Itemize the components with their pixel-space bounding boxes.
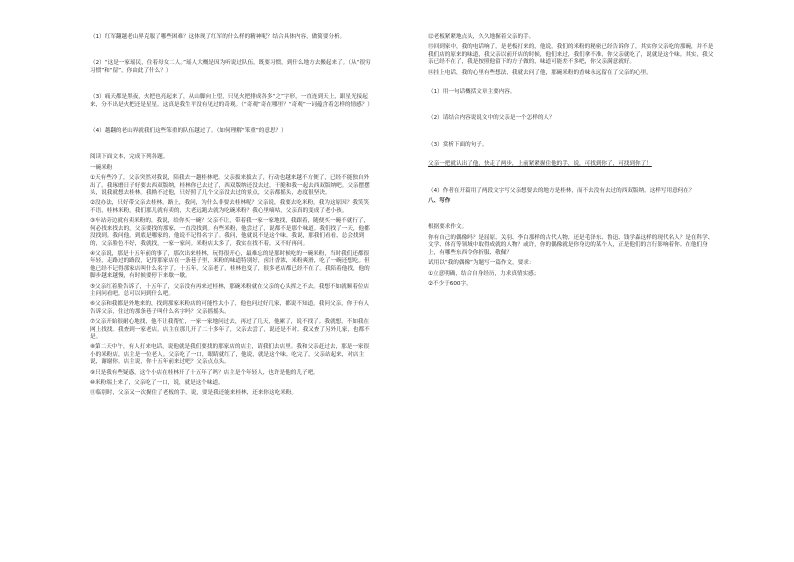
writing-prompt-body: 你有自己的偶像吗？是屈原、关羽、李白那样的古代人物，还是毛泽东、鲁迅、钱学森这样的现代名人？是在科学、文学、体育等领域中取得成就的人物？或许，你的偶像就是你身边的某个人，正是他们的言行影响着你。在他们身上，有哪些东西令你折服、敬佩？ — [428, 234, 714, 256]
story-paragraph-12: ⑫老板紧紧地点头，久久地握着父亲的手。 — [428, 34, 535, 40]
story-paragraph-13: ⑬回到家中，我的电话响了，是老板打来的，他说，我们的米粉的秘密已经告诉你了，其实你父亲吃的那碗，并不是我们店的原来的味道，我父亲以前开店的时候，他们来过，我们拿不准，你父亲就吃了，说就是这个味。其实，我父亲已经不在了，我是按照他留下的方子做的，味道可能差不多吧，你父亲满意就好。 — [428, 44, 714, 66]
story-title: 一碗米粉 — [90, 164, 113, 171]
reading-question-3: （3）赏析下面的句子。 — [428, 141, 488, 148]
question-4: （4）越翻的老山界就我们这些笨重的队伍越过了。（如何理解“笨重”的意思？） — [90, 128, 287, 135]
writing-prompt-title: 根据要求作文。 — [428, 224, 468, 231]
right-column — [428, 34, 714, 291]
story-paragraph-2: ②没办法，只好带父亲去桂林。路上，我问，为什么非要去桂林呢？父亲说，我要去吃米粉，我为这原因？我笑笑不语，桂林米粉，我们那儿就有卖的，大老远跑去就为吃碗米粉？我心里嘀咕，父亲真的变成了老小孩。 — [90, 200, 370, 214]
writing-requirement-2: ②不少于600字。 — [428, 280, 472, 287]
quoted-sentence: 父亲一把就认出了他，快走了两步，上前紧紧握住他的手，说，可找到你了，可找到你了！ — [428, 161, 652, 168]
reading-question-1: （1）用一句话概括文章主要内容。 — [428, 89, 516, 96]
reading-question-2: （2）请结合内容说说文中的父亲是一个怎样的人？ — [428, 115, 555, 122]
story-paragraph-7: ⑦父亲开始很耐心地找，他不让我帮忙，一家一家地问过去，再过了几天，他累了，说不找了。我就想，不如我在网上找找。我查到一家老店，店主在那儿开了二十多年了，父亲去尝了，说还是不对。我又查了另外几家，也都不是。 — [90, 319, 370, 340]
question-1: （1）红军翻越老山界克服了哪些困难？这体现了红军的什么样的精神呢？结合具体内容，做简要分析。 — [90, 34, 346, 40]
story-paragraph-9: ⑨只是我有些疑惑，这个小店在桂林开了十五年了吗？店主是个年轻人，也许是他的儿子吧。 — [90, 369, 319, 376]
reading-instruction: 阅读下面文本，完成下列各题。 — [90, 154, 169, 161]
story-paragraph-1: ①天有些冷了，父亲突然对我说，陪我去一趟桂林吧。父亲拔来拔去了，行动也越来越不方便了，已经不能独自外出了。我琢磨日子好要去西双版纳，桂林你已去过了，西双版纳还没去过。干脆和我一起去西双版纳吧。父亲摆摆头，说我就想去桂林。我拗不过他，只好照了几个父亲没去过的景点，父亲都摇头，态度很坚决。 — [90, 175, 370, 197]
left-column — [90, 34, 372, 401]
story-paragraph-6: ⑥父亲和我都是外地来的，找到那家米粉店的可能性太小了，他也问过好几家，都说不知道。我问父亲，你于有人告诉父亲，住过的那条巷子叫什么名字吗？父亲摇摇头。 — [90, 301, 370, 315]
story-paragraph-8: ⑧第二天中午，有人打来电话，说他就是我们要找的那家店的店主，请我们去店里。我和父亲赶过去，那是一家很小的米粉店，店主是一位老人。父亲吃了一口，眼睛就红了，他说，就是这个味。吃完了，父亲站起来，对店主说，谢谢你。店主说，你十五年前来过吧？父亲点点头。 — [90, 344, 370, 366]
question-2: （2）“这是一家瑶民，住着母女二人。”瑶人大概是因为听说过队伍，既要习惯，到什么地方去搬起来了。（从“很穷习惯”和“留”，你由此了什么？） — [90, 60, 371, 74]
section-heading-writing: 八、写作 — [428, 198, 451, 205]
writing-task: 试用以“我的偶像”为题写一篇作文，要求： — [428, 260, 535, 267]
question-3: （3）痛天都是黑夜，火把也亮起来了，从山脚向上望，只见火把排成各多“之”字形，一直连到天上，跟星光接起来，分不出是火把还是星星。这真是我生平没有见过的奇观。（“奇观”奇在哪里？“奇观”一词蕴含着怎样的情感？） — [90, 94, 373, 108]
story-paragraph-3: ③车站旁边就有卖米粉的，我说，给你买一碗？父亲不让，带着我一家一家地找，我跟着，随便买一碗不就行了，何必找来找去的，父亲要找的那家，一直没找到。有些米粉，他尝过了，说都不是那个味道。我们找了一天，他都没找到。我问他，到底是哪家的，他说不记得名字了。我问，他就说不是这个味。我说，那我们看看，总会找到的，父亲脸色不好，我就找，一家一家问。米粉店太多了，我实在找不着，又不好再问。 — [90, 218, 370, 247]
reading-question-4: （4）作者在开篇用了两段文字写父亲想要去的地方是桂林，而不去没有去过的西双版纳。这样写用意何在？ — [428, 187, 695, 194]
story-paragraph-14: ⑭挂上电话，我的心里有些想法，我就去问了他，那碗米粉的香味永远留在了父亲的心里。 — [428, 69, 652, 76]
story-paragraph-5: ⑤父亲红着脸告诉了，十五年了，父亲没有再来过桂林，那碗米粉就在父亲的心头挥之不去。我想不如就顺着位店主问问看吧，总可以问到什么吧。 — [90, 283, 370, 297]
story-paragraph-11: ⑪临别时，父亲又一次握住了老板的手，说，要是我还能来桂林，还来你这吃米粉。 — [90, 390, 297, 397]
story-paragraph-10: ⑩米粉端上来了，父亲吃了一口，说，就是这个味道。 — [90, 380, 224, 386]
writing-requirement-1: ①立意明确，结合自身经历，力求真情实感； — [428, 270, 540, 277]
story-paragraph-4: ④父亲说，那是十五年前的事了，那次出来桂林，玩得很开心，最难忘的是那时候吃的一碗米粉，当时我们还都很年轻，走路过的路段，记得那家店在一条巷子里，米粉的味道特别好，卤汁香浓，米粉爽滑，吃了一碗还想吃。但他已经不记得那家店叫什么名字了。十五年，父亲老了，桂林也变了，很多老店都已经不在了。我陪着他找，他的脚步越来越慢，有时候要停下来歇一歇。 — [90, 250, 370, 280]
